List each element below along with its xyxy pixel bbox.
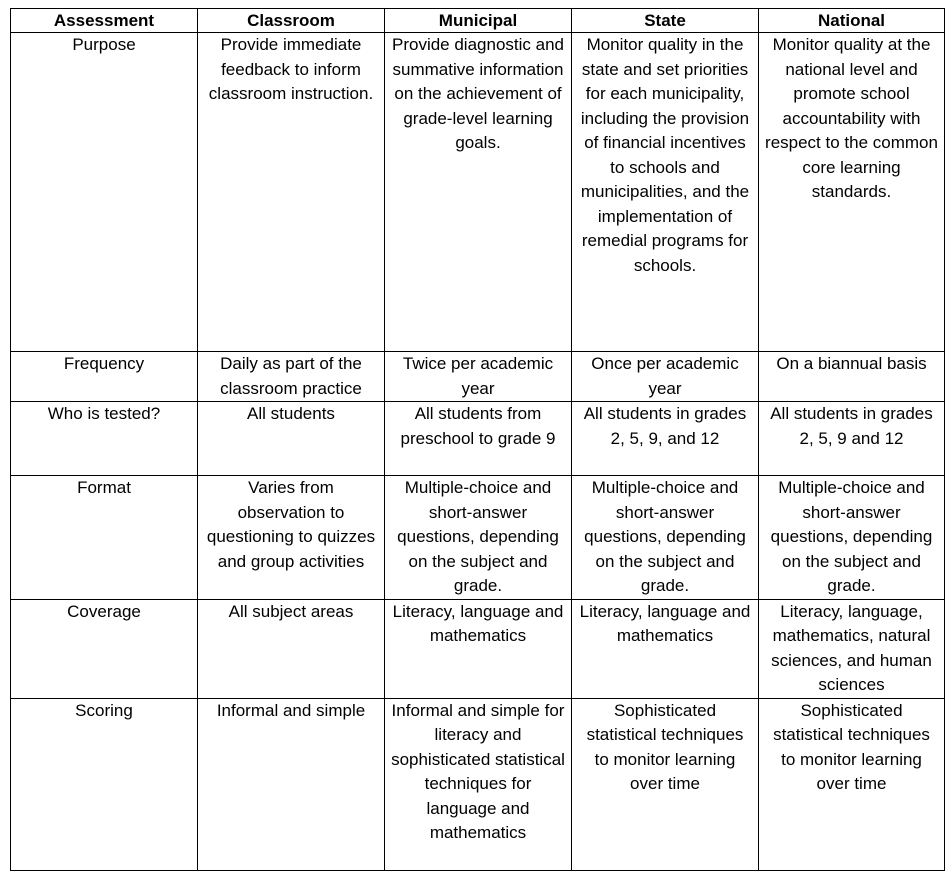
cell-national: Multiple-choice and short-answer questions, depending on the subject and grade.: [759, 476, 945, 600]
cell-state: Once per academic year: [572, 352, 759, 402]
header-state: State: [572, 9, 759, 33]
cell-national: Sophisticated statistical techniques to monitor learning over time: [759, 698, 945, 870]
row-label: Frequency: [11, 352, 198, 402]
cell-municipal: Provide diagnostic and summative information on the achievement of grade-level learning goals.: [385, 33, 572, 352]
table-header-row: [11, 9, 945, 33]
cell-classroom: All students: [198, 402, 385, 476]
row-label: Scoring: [11, 698, 198, 870]
cell-municipal: All students from preschool to grade 9: [385, 402, 572, 476]
row-label: Coverage: [11, 599, 198, 698]
table-row-coverage: [11, 599, 945, 698]
cell-national: All students in grades 2, 5, 9 and 12: [759, 402, 945, 476]
cell-state: Monitor quality in the state and set priorities for each municipality, including the provision of financial incentives to schools and municipalities, and the implementation of remedial programs for schools.: [572, 33, 759, 352]
cell-national: On a biannual basis: [759, 352, 945, 402]
assessment-comparison-table: [10, 8, 945, 871]
header-municipal: Municipal: [385, 9, 572, 33]
cell-classroom: Provide immediate feedback to inform classroom instruction.: [198, 33, 385, 352]
header-national: National: [759, 9, 945, 33]
cell-municipal: Literacy, language and mathematics: [385, 599, 572, 698]
table-row-frequency: [11, 352, 945, 402]
cell-state: All students in grades 2, 5, 9, and 12: [572, 402, 759, 476]
cell-classroom: Varies from observation to questioning to quizzes and group activities: [198, 476, 385, 600]
cell-classroom: All subject areas: [198, 599, 385, 698]
table-row-format: [11, 476, 945, 600]
cell-state: Multiple-choice and short-answer questions, depending on the subject and grade.: [572, 476, 759, 600]
row-label: Format: [11, 476, 198, 600]
cell-classroom: Informal and simple: [198, 698, 385, 870]
cell-state: Literacy, language and mathematics: [572, 599, 759, 698]
cell-municipal: Twice per academic year: [385, 352, 572, 402]
cell-state: Sophisticated statistical techniques to monitor learning over time: [572, 698, 759, 870]
cell-municipal: Informal and simple for literacy and sophisticated statistical techniques for language and mathematics: [385, 698, 572, 870]
header-assessment: Assessment: [11, 9, 198, 33]
cell-national: Literacy, language, mathematics, natural sciences, and human sciences: [759, 599, 945, 698]
table-row-scoring: [11, 698, 945, 870]
cell-national: Monitor quality at the national level and promote school accountability with respect to the common core learning standards.: [759, 33, 945, 352]
cell-municipal: Multiple-choice and short-answer questions, depending on the subject and grade.: [385, 476, 572, 600]
table-row-purpose: [11, 33, 945, 352]
row-label: Who is tested?: [11, 402, 198, 476]
table-row-who-is-tested: [11, 402, 945, 476]
cell-classroom: Daily as part of the classroom practice: [198, 352, 385, 402]
header-classroom: Classroom: [198, 9, 385, 33]
row-label: Purpose: [11, 33, 198, 352]
